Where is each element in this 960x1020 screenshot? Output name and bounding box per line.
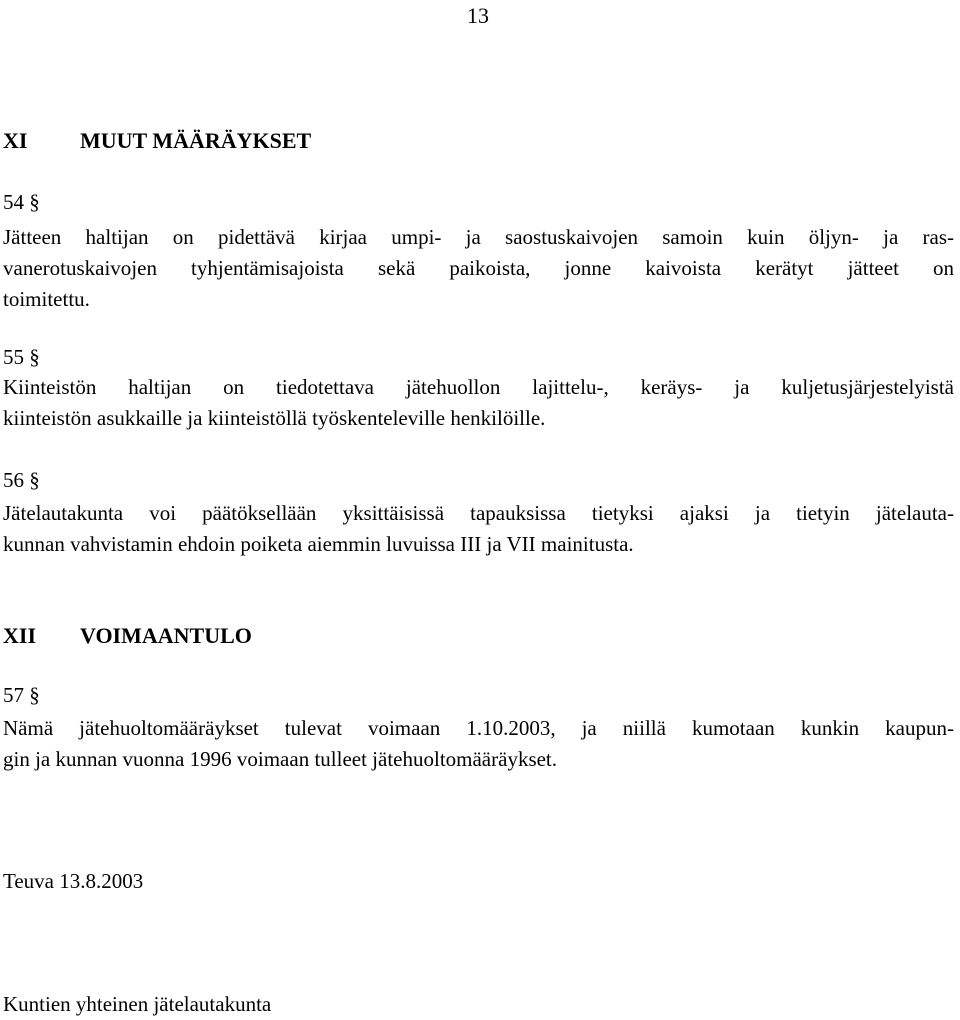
section-title: VOIMAANTULO: [80, 623, 252, 648]
paragraph-line: Jätteen haltijan on pidettävä kirjaa umpi- ja saostuskaivojen samoin kuin öljyn- ja ras-: [3, 225, 954, 249]
paragraph-line: toimitettu.: [3, 287, 90, 311]
paragraph-number: 54 §: [3, 190, 40, 214]
signatory: Kuntien yhteinen jätelautakunta: [3, 992, 272, 1016]
paragraph-line: gin ja kunnan vuonna 1996 voimaan tulleet jätehuoltomääräykset.: [3, 747, 558, 771]
page-number: 13: [467, 3, 489, 28]
paragraph-line: vanerotuskaivojen tyhjentämisajoista sekä paikoista, jonne kaivoista kerätyt jätteet on: [3, 256, 954, 280]
paragraph-number: 56 §: [3, 468, 40, 492]
paragraph-number: 55 §: [3, 345, 40, 369]
paragraph-number: 57 §: [3, 683, 40, 707]
paragraph-line: kiinteistön asukkaille ja kiinteistöllä työskenteleville henkilöille.: [3, 406, 546, 430]
paragraph-line: Nämä jätehuoltomääräykset tulevat voimaan 1.10.2003, ja niillä kumotaan kunkin kaupun-: [3, 716, 954, 740]
paragraph-line: kunnan vahvistamin ehdoin poiketa aiemmin luvuissa III ja VII mainitusta.: [3, 532, 634, 556]
paragraph-line: Jätelautakunta voi päätöksellään yksittäisissä tapauksissa tietyksi ajaksi ja tietyin jätelauta-: [3, 501, 954, 525]
paragraph-line: Kiinteistön haltijan on tiedotettava jätehuollon lajittelu-, keräys- ja kuljetusjärjestelyistä: [3, 375, 954, 399]
section-number: XI: [3, 128, 28, 153]
section-number: XII: [3, 623, 37, 648]
section-title: MUUT MÄÄRÄYKSET: [80, 128, 312, 153]
place-date: Teuva 13.8.2003: [3, 869, 144, 893]
